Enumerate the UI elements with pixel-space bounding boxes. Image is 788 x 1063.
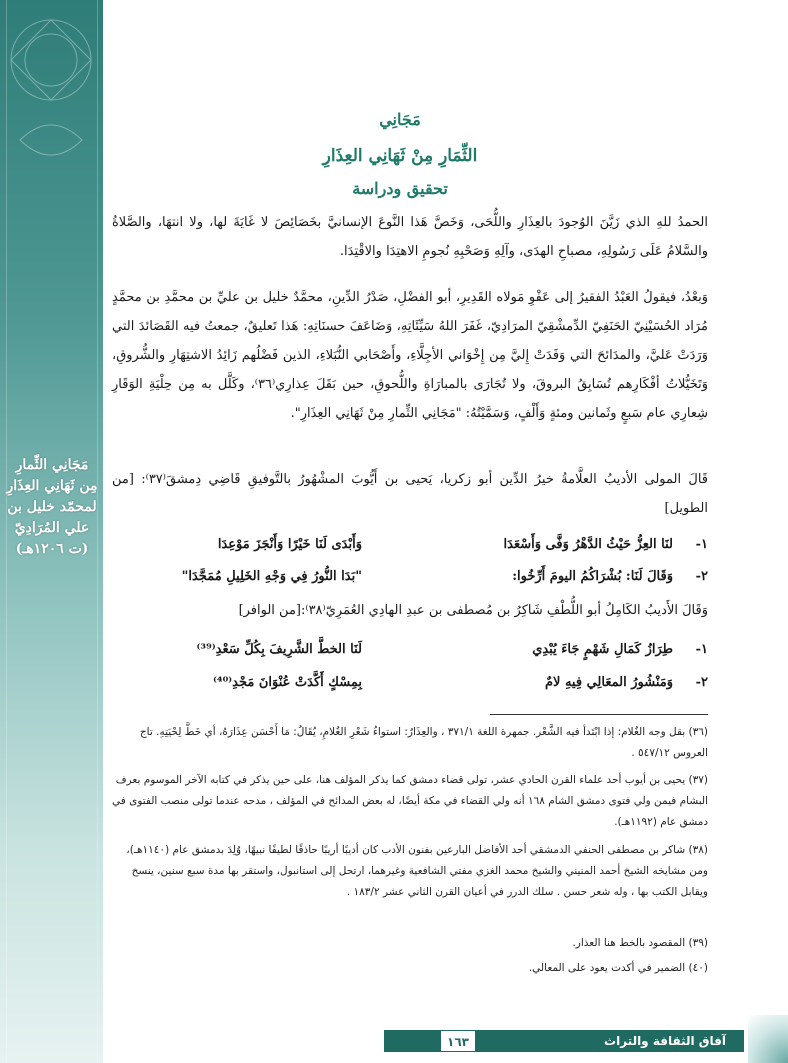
verse-number: ١- — [695, 537, 708, 552]
footnote: (٣٦) بقل وجه الغُلام: إذا ابْتَدأ فيه الشَّعْر. جمهرة اللغة ٣٧١/١ ، والعِذَارُ: استواءُ شَعْرِ الغُلامِ، يُقَالُ: مَا أَحْسَن عِذَارَهُ، أي خَطَّ لِحْيَتِهِ. تاج العروس ٥٤٧/١٢ . — [139, 726, 708, 759]
paragraph-poet-1: قَالَ المولى الأديبُ العلَّامةُ خيرُ الدِّين أبو زكريا، يَحيى بن أَيُّوبَ المشْهُورُ بالتَّوفيقِ قَاضِي دِمشقَ⁽٣٧⁾: [من الطويل] — [112, 472, 708, 516]
title-line-2: الثِّمَارِ مِنْ ثَهَانِي العِذَارِ — [322, 146, 478, 166]
footnote: (٣٨) شاكر بن مصطفى الحنفي الدمشقي أحد الأفاضل البارعين بفنون الأدب كان أديبًا أريبًا حاذقًا لطيفًا نبيهًا، وُلِدَ بدمشق عام (١١٤٠هـ)، ومن مشايخه الشيخ أحمد المنيني والشيخ محمد الغزي مفتي الشافعية وغيرهما، ارتحل إلى استانبول، واستقر بها مدة سبع سنين، ينسخ ويقابل الكتب بها ، وله شعر حسن . سلك الدرر في أعيان القرن الثاني عشر ١٨٣/٢ . — [126, 844, 708, 898]
footnote: (٣٧) يحيى بن أيوب أحد علماء القرن الحادي عشر، تولى قضاء دمشق كما يذكر المؤلف هنا، على حين يذكر في كتابه الآخر الموسوم بعرف البشام فيمن ولي فتوى دمشق الشام ١٦٨ أنه ولي القضاء في مكة أيضًا، له بعض المدائح في المؤلف ، مدحه عندما تولى منصب الفتوى في دمشق عام (١١٩٢هـ). — [112, 774, 708, 828]
verse-second-hemistich: بِمِسْكٍ أَكَّدَتْ عُنْوَانَ مَجْدِ⁽⁴⁰⁾ — [213, 675, 362, 690]
verse-first-hemistich: لنَا العِزُّ حَيْثُ الدَّهْرُ وَفَّى وَأَسْعَدَا — [503, 537, 673, 552]
footnote-separator — [490, 714, 708, 715]
verse-number: ٢- — [695, 569, 708, 584]
verse-line — [112, 675, 708, 690]
journal-name: آفاق الثقافة والتراث — [604, 1034, 726, 1048]
paragraph-opening: الحمدُ للهِ الذي زَيَّنَ الوُجودَ بالعِذَارِ واللُّحَى، وَخَصَّ هَذا النَّوعَ الإنسانيَّ بخَصَائِصَ لا غَايَةَ لها، ولا انتهَا، والصَّلاةُ والسَّلامُ عَلَى رَسُولِهِ، مصباحِ الهدَى، وآلِهِ وَصَحْبِهِ نُجومِ الاهتِدَا والاقْتِدَا. — [112, 215, 708, 259]
verse-first-hemistich: وَمَنْشُورُ المعَالِي فِيهِ لامٌ — [544, 675, 673, 690]
footnote: (٣٩) المقصود بالخط هنا العذار. — [572, 937, 708, 949]
verse-number: ٢- — [695, 675, 708, 690]
page-footer — [384, 1030, 744, 1052]
verse-number: ١- — [695, 642, 708, 657]
verse-first-hemistich: وَقَالَ لَنَا: بُشْرَاكُمُ اليومَ أَرِّخُوا: — [512, 569, 673, 584]
paragraph-introduction: وَبعْدُ، فيقولُ العَبْدُ الفقيرُ إلى عَفْوِ مَولاه القَدِيرِ، أبو الفضْلِ، صَدْرُ الدِّينِ، محمَّدٌ خليل بن عليِّ بن محمَّدِ بن محمَّدٍ مُرَاد الحُسَيْنِيّ الحَنَفِيّ الدِّمشْقِيّ المرَادِيّ، غَفَرَ اللهُ سَيِّئَاتِهِ، وَضَاعَفَ حسنَاتِهِ: هَذا تَعليقٌ، جمعتُ فيه القَصَائدَ التي وَرَدَتْ عَليَّ، والمدَائحَ التي وَفَدَتْ إِليَّ مِن إِخْوَاني الأجِلَّاءِ، وأَصْحَابي النُّبَلاءِ، الذين فَضْلُهم زَائِدُ الاشتِهَارِ والشُّروقِ، وَتَخَيُّلاتُ أفْكَارِهم تُسَابِقُ البروقَ، ولا تُجَارَى بالمبارَاةِ واللُّحوقِ، حين بَقَلَ عِذارِي⁽٣٦⁾، وكَلَّل به مِن حِلْيَةِ الوَقَارِ شِعارِي عام سَبعٍ وثَمانين ومئةٍ وَأَلْفٍ، وَسَمَّيْتُهُ: "مَجَانِي الثِّمارِ مِنْ ثَهَانِي العِذَارِ". — [112, 290, 708, 421]
side-running-title: مَجَانِي الثِّمارِ مِن ثَهَانِي العِذَارِ لمحمّد خليل بن علي المُرَادِيّ (ت ١٢٠٦هـ) — [6, 457, 98, 557]
verse-second-hemistich: "بَدَا النُّورُ فِي وَجْهِ الخَلِيلِ مُمَجَّدَا" — [181, 569, 362, 584]
footnote: (٤٠) الضمير في أكدت يعود على المعالي. — [528, 962, 708, 974]
page-number: ١٦٣ — [440, 1030, 476, 1052]
verse-second-hemistich: وَأَبْدَى لَنَا خَيْرًا وَأَنْجَزَ مَوْعِدَا — [217, 537, 362, 552]
verse-line — [112, 537, 708, 552]
paragraph-poet-2: وَقَالَ الأَديبُ الكَامِلُ أبو اللُّطْفِ شَاكِرُ بن مُصطفى بن عبدِ الهادِي العُمَرِيّ⁽٣٨⁾:[من الوافر] — [238, 603, 708, 618]
corner-ornament — [748, 1015, 788, 1063]
verse-second-hemistich: لَنَا الخطَّ الشَّرِيفَ بِكُلِّ سَعْدِ⁽³⁹⁾ — [196, 642, 362, 657]
title-line-1: مَجَانِي — [379, 110, 421, 129]
verse-first-hemistich: طِرَازُ كَمَالِ شَهْمٍ جَاءَ يُبْدِي — [532, 642, 673, 657]
verse-line — [112, 642, 708, 657]
verse-line — [112, 569, 708, 584]
title-line-3: تحقيق ودراسة — [352, 179, 448, 198]
